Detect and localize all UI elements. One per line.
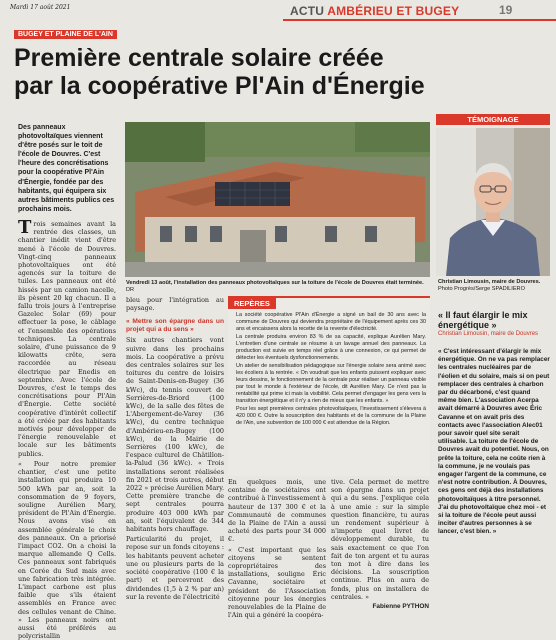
col3-paragraph-2: « C'est important que les citoyens se sentent copropriétaires des installations, souligne Éric Cavanne, sociétaire et président de l'Association citoyenne pour les énergies renouvelables de la Plaine de l'Ain qui a généré la coopéra- <box>228 545 326 620</box>
reperes-label: REPÈRES <box>228 298 276 309</box>
school-roof-photo-drawing <box>125 122 430 277</box>
column-2 <box>126 296 224 618</box>
reperes-body <box>236 312 426 428</box>
temoignage-body: « C'est intéressant d'élargir le mix énergétique. On ne va pas remplacer les centrales nucléaires par de l'éolien et du solaire, mais si on peut remplacer des centrales à charbon par du décarboné, c'est quand même bien. L'association Acerpa avait démarré à Douvres avec Éric Cavanne et on avait pris des contacts avec l'association Alec01 pour savoir quel site serait utilisable. La toiture de l'école de Douvres avait du potentiel. Nous, on prête la toiture, cela ne coûte rien à la commune, je ne voulais pas engager l'argent de la commune, ce n'est notre contribution. À Douvres, ces gens ont déjà des installations photovoltaïques à titre personnel. J'ai du photovoltaïque chez moi - et si la toiture de l'école peut aussi inciter d'autres personnes à se lancer, c'est bien. » <box>438 348 550 536</box>
page-number: 19 <box>499 3 513 17</box>
photo-caption <box>126 280 431 294</box>
section-place: AMBÉRIEU ET BUGEY <box>327 4 460 18</box>
reperes-paragraph-3: Un atelier de sensibilisation pédagogique sur l'énergie solaire sera animé avec les écoliers à la rentrée. « On voudrait que les enfants puissent expliquer avec leurs dessins, le fonctionnement de la centrale pour réaliser un panneau visible par tout le monde à l'extérieur de l'école, dit Aurélien Mary. Ce n'est pas la rentabilité qui prime ici mais la visibilité. Cela permet d'engager les gens vers la transition énergétique et il n'y a rien de mieux que les enfants. » <box>236 363 426 404</box>
reperes-paragraph-4: Pour les sept premières centrales photovoltaïques, l'investissement s'élevera à 420 000 €. Outre la souscription des habitants et de la commune de la Plaine de l'Ain, une subvention de 100 000 € est attendue de la Région. <box>236 406 426 426</box>
mayor-photo-caption <box>438 279 550 293</box>
col2-subhead: « Mettre son épargne dans un projet qui a du sens » <box>126 318 224 334</box>
article-title <box>14 44 494 100</box>
reperes-box <box>228 296 430 476</box>
article-signature: Fabienne PYTHON <box>372 603 429 611</box>
column-1 <box>18 217 116 640</box>
reperes-paragraph-1: La société coopérative Pl'Ain d'Énergie a signé un bail de 30 ans avec la commune de Douvres qui deviendra propriétaire de l'équipement après ces 30 ans et encaissera alors la recette de la revente d'électricité. <box>236 312 426 332</box>
mayor-role: maire de Douvres. <box>491 279 541 285</box>
section-header <box>290 4 459 18</box>
temoignage-label: TÉMOIGNAGE <box>436 114 550 125</box>
school-roof-photo <box>125 122 430 277</box>
mayor-photo-credit: Photo Progrès/Serge SPADILIERO <box>438 286 525 292</box>
photo-caption-text: Vendredi 13 août, l'installation des panneaux photovoltaïques sur la toiture de l'école de Douvres était terminée. <box>126 280 424 286</box>
col1-paragraph-1-text: rois semaines avant la rentrée des classes, un chantier inédit vient d'être mené à l'école de Douvres. Vingt-cinq panneaux photovoltaïques ont été agencés sur la toiture de tuiles. Les panneaux ont été hissés par un camion nacelle, ils pèsent 20 kg chacun. Il a fallu trois jours à l'entreprise Gazelec Solar (69) pour effectuer la pose, le câblage et l'ensemble des opérations techniques. La centrale solaire, d'une puissance de 9 kilowatts crête, sera raccordée au réseau électrique par Enedis en septembre. Avec l'école de Douvres, c'est le temps des concrétisations pour Pl'Ain d'Énergie. Cette société coopérative d'intérêt collectif a été créée par des habitants motivés pour développer de l'énergie renouvelable et locale sur les bâtiments publics. <box>18 220 116 458</box>
title-line-1: Première centrale solaire créée <box>14 44 384 72</box>
section-prefix: ACTU <box>290 4 325 18</box>
col2-paragraph-1: bleu pour l'intégration au paysage. <box>126 296 224 313</box>
col2-paragraph-3: Particularité du projet, il repose sur un fonds citoyens : les habitants peuvent acheter une ou plusieurs parts de la société coopérative (100 € la part) et percevront des dividendes (1,5 à 2 % par an) sur la revente de l'électricité <box>126 535 224 601</box>
mayor-portrait-drawing <box>436 128 550 276</box>
col2-paragraph-2: Six autres chantiers vont suivre dans les prochains mois. La coopérative a prévu des centrales solaires sur les toitures du centre de loisirs de Saint-Denis-en-Bugey (36 kWc), du tennis couvert de Serrières-de-Briord (100 kWc), de la salle des fêtes de L'Abergement-de-Varey (36 kWc), du centre technique d'Ambérieu-en-Bugey (100 kWc), de la Mairie de Serrières (100 kWc), de l'espace culturel de Châtillon-la-Palud (36 kWc). « Trois installations seront réalisées fin 2021 et trois autres, début 2022 » précise Aurélien Mary. Cette première tranche de sept centrales pourra produire 403 000 kWh par an, soit l'équivalent de 344 habitants hors chauffage. <box>126 336 224 534</box>
photo-credit: DR <box>126 287 135 293</box>
mayor-portrait-photo <box>436 128 550 276</box>
column-3 <box>228 478 326 618</box>
col1-paragraph-2: « Pour notre premier chantier, c'est une petite installation qui produira 10 500 kWh par an, soit la consommation de 9 foyers, souligne Aurélien Mary, président de Pl'Ain d'Énergie. Nous avons visé en assemblée générale le choix des panneaux. On a priorisé l'impact CO2. On a choisi la marque allemande Q Cells. Ces panneaux sont fabriqués en Corée du Sud mais avec une fabrication très intégrée. L'impact carbone est plus faible que s'ils étaient assemblés en France avec des cellules venant de Chine. » Les panneaux noirs ont aussi été préférés au polycristallin <box>18 459 116 640</box>
mayor-name: Christian Limousin, <box>438 279 491 285</box>
reperes-paragraph-2: La centrale produira environ 83 % de sa capacité, explique Aurélien Mary. L'entretien d'une centrale se résume à un lavage annuel des panneaux. La production est suivie en temps réel grâce à une connexion, ce qui permet de détecter les éventuels dysfonctionnements. <box>236 334 426 361</box>
temoignage-quote: « Il faut élargir le mix énergétique » <box>438 310 528 330</box>
drop-cap: T <box>18 217 32 238</box>
issue-date: Mardi 17 août 2021 <box>10 4 71 11</box>
header-rule <box>283 19 556 21</box>
article-lead: Des panneaux photovoltaïques viennent d'être posés sur le toit de l'école de Douvres. C'est l'heure des concrétisations pour la coopérative Pl'Ain d'Énergie, fondée par des habitants, qui équipera six autres bâtiments publics ces prochains mois. <box>18 124 115 213</box>
temoignage-quote-author: Christian Limousin, maire de Douvres <box>438 331 539 337</box>
col3-paragraph-1: En quelques mois, une centaine de sociétaires ont contribué à l'investissement à hauteur de 137 300 € et la Communauté de communes de la Plaine de l'Ain a aussi acheté des parts pour 34 000 €. <box>228 478 326 544</box>
col1-paragraph-1 <box>18 217 116 458</box>
title-line-2: par la coopérative Pl'Ain d'Énergie <box>14 72 425 100</box>
column-4 <box>331 478 429 618</box>
col4-paragraph-1: tive. Cela permet de mettre son épargne dans un projet qui a du sens. J'explique cela à une amie : sur la simple question financière, tu auras un rendement supérieur à n'importe quel livret de développement durable, tu sais exactement ce que l'on fait de ton argent et tu auras ton mot à dire dans les décisions. La souscription continue. Plus on aura de fonds, plus on installera de centrales. » <box>331 478 429 601</box>
article-kicker: BUGEY ET PLAINE DE L'AIN <box>14 30 117 39</box>
